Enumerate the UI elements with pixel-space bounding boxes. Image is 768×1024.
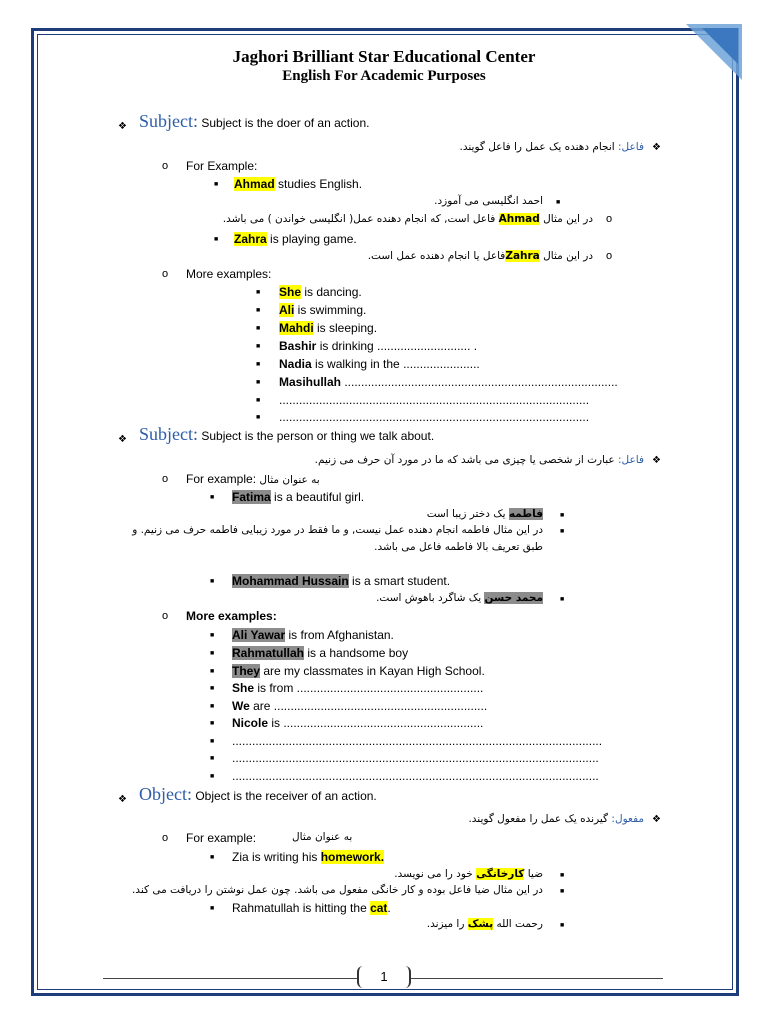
square-bullet-icon: ■ xyxy=(560,872,565,879)
section3-example-1-note: در این مثال ضیا فاعل بوده و کار خانگی مفعول می باشد. چون عمل نوشتن را دریافت می کند. xyxy=(131,884,543,896)
section3-label: Object: xyxy=(139,784,192,804)
section2-fa-definition xyxy=(315,453,644,468)
highlight-word: فاطمه xyxy=(508,508,543,520)
highlight-word: Ahmad xyxy=(234,177,275,191)
bold-word: Nadia xyxy=(279,357,312,371)
square-bullet-icon: ■ xyxy=(210,494,215,501)
fa-text: یک شاگرد باهوش است. xyxy=(376,592,485,604)
example-text: studies English. xyxy=(274,177,363,191)
item-text: is swimming. xyxy=(294,303,367,317)
section3-fa-label: مفعول: xyxy=(611,813,644,825)
item-text: are my classmates in Kayan High School. xyxy=(260,664,485,678)
list-item xyxy=(232,628,394,643)
section2-definition: Subject is the person or thing we talk about. xyxy=(201,429,435,443)
circle-bullet-icon: o xyxy=(162,160,169,172)
list-item: .............................................................................................................. xyxy=(232,751,599,765)
section2-heading xyxy=(139,424,435,444)
square-bullet-icon: ■ xyxy=(256,397,261,404)
square-bullet-icon: ■ xyxy=(560,888,565,895)
square-bullet-icon: ■ xyxy=(560,922,565,929)
square-bullet-icon: ■ xyxy=(210,755,215,762)
section1-heading xyxy=(139,111,370,131)
list-item xyxy=(232,646,408,661)
item-text: is dancing. xyxy=(301,285,362,299)
square-bullet-icon: ■ xyxy=(210,685,215,692)
section3-fa-definition xyxy=(468,812,644,827)
section2-example-heading xyxy=(186,472,320,488)
bold-word: We xyxy=(232,699,250,713)
fa-text: رحمت الله xyxy=(493,918,543,930)
fa-text: ضیا xyxy=(524,868,543,880)
highlight-word: Zahra xyxy=(505,250,540,262)
section3-heading xyxy=(139,784,377,804)
document-subtitle: English For Academic Purposes xyxy=(282,68,486,84)
section3-example-1-fa xyxy=(394,867,543,882)
bold-word: She xyxy=(232,681,255,695)
section2-example-2-fa xyxy=(376,591,543,606)
page-border-inner xyxy=(37,34,733,990)
section2-example-1 xyxy=(232,490,364,505)
section1-fa-text: انجام دهنده یک عمل را فاعل گویند. xyxy=(459,141,615,153)
diamond-bullet-icon: ❖ xyxy=(118,794,127,805)
note-text: فاعل است, که انجام دهنده عمل( انگلیسی خواندن ) می باشد. xyxy=(222,213,499,225)
section2-example-1-note-line1: در این مثال فاطمه انجام دهنده عمل نیست, و ما فقط در مورد زیبایی فاطمه حرف می زنیم. و xyxy=(132,524,543,536)
square-bullet-icon: ■ xyxy=(210,738,215,745)
highlight-word: کارخانگی xyxy=(476,868,525,880)
list-item xyxy=(232,699,487,714)
square-bullet-icon: ■ xyxy=(256,307,261,314)
square-bullet-icon: ■ xyxy=(210,578,215,585)
example-text: is playing game. xyxy=(266,232,357,246)
bold-word: Masihullah xyxy=(279,375,342,389)
highlight-word: Ali Yawar xyxy=(232,628,286,642)
list-item xyxy=(279,303,366,318)
fa-text: خود را می نویسد. xyxy=(394,868,477,880)
highlight-word: cat xyxy=(370,901,388,915)
item-text: .................................................................................. xyxy=(341,375,618,389)
diamond-bullet-icon: ❖ xyxy=(652,814,661,825)
footer-rule-left xyxy=(103,978,357,979)
square-bullet-icon: ■ xyxy=(210,905,215,912)
square-bullet-icon: ■ xyxy=(560,596,565,603)
square-bullet-icon: ■ xyxy=(210,650,215,657)
item-text: is drinking ............................ . xyxy=(316,339,478,353)
item-text: is from ........................................................ xyxy=(254,681,484,695)
list-item xyxy=(232,664,485,679)
section1-example-2 xyxy=(234,232,357,247)
square-bullet-icon: ■ xyxy=(210,668,215,675)
square-bullet-icon: ■ xyxy=(210,854,215,861)
section1-fa-label: فاعل: xyxy=(618,141,644,153)
section3-example-2 xyxy=(232,901,391,916)
square-bullet-icon: ■ xyxy=(210,703,215,710)
highlight-word: Ahmad xyxy=(498,213,540,225)
fa-text: را میزند. xyxy=(426,918,468,930)
item-text: is ............................................................ xyxy=(268,716,484,730)
section1-example-1-note xyxy=(223,212,593,227)
section3-example-heading-fa: به عنوان مثال xyxy=(292,831,353,843)
highlight-word: Fatima xyxy=(232,490,271,504)
square-bullet-icon: ■ xyxy=(560,512,565,519)
section3-definition: Object is the receiver of an action. xyxy=(195,789,377,803)
highlight-word: Ali xyxy=(279,303,295,317)
note-text: در این مثال xyxy=(539,213,593,225)
page-number: 1 xyxy=(357,966,411,988)
section1-example-1 xyxy=(234,177,362,192)
fa-text: یک دختر زیبا است xyxy=(426,508,509,520)
example-text: is a smart student. xyxy=(348,574,451,588)
section2-fa-text: عبارت از شخصی یا چیزی می باشد که ما در مورد آن حرف می زنیم. xyxy=(314,454,615,466)
example-text: is a beautiful girl. xyxy=(270,490,365,504)
section1-definition: Subject is the doer of an action. xyxy=(201,116,370,130)
example-heading-text: For example: xyxy=(186,472,257,486)
circle-bullet-icon: o xyxy=(162,268,169,280)
list-item xyxy=(279,321,377,336)
section2-example-1-note-line2: طبق تعریف بالا فاطمه فاعل می باشد. xyxy=(374,541,543,553)
section1-label: Subject: xyxy=(139,111,198,131)
list-item: ............................................................................................. xyxy=(279,410,590,424)
list-item: ............................................................................................. xyxy=(279,393,590,407)
diamond-bullet-icon: ❖ xyxy=(118,121,127,132)
note-text: در این مثال xyxy=(539,250,593,262)
circle-bullet-icon: o xyxy=(162,832,169,844)
square-bullet-icon: ■ xyxy=(256,414,261,421)
square-bullet-icon: ■ xyxy=(256,361,261,368)
section3-example-heading: For example: xyxy=(186,831,257,845)
section1-example-2-note xyxy=(368,249,593,264)
item-text: are ................................................................ xyxy=(249,699,488,713)
highlight-word: homework. xyxy=(320,850,385,864)
section2-example-2 xyxy=(232,574,450,589)
section2-fa-label: فاعل: xyxy=(618,454,644,466)
item-text: is a handsome boy xyxy=(304,646,409,660)
list-item xyxy=(279,375,618,390)
section3-example-2-fa xyxy=(427,917,543,932)
list-item: ............................................................................................................... xyxy=(232,734,603,748)
diamond-bullet-icon: ❖ xyxy=(652,455,661,466)
example-text: Rahmatullah is hitting the xyxy=(232,901,371,915)
circle-bullet-icon: o xyxy=(162,610,169,622)
square-bullet-icon: ■ xyxy=(214,236,219,243)
example-text: Zia is writing his xyxy=(232,850,321,864)
section3-example-1 xyxy=(232,850,384,865)
highlight-word: محمد حسن xyxy=(484,592,543,604)
highlight-word: She xyxy=(279,285,302,299)
bold-word: Bashir xyxy=(279,339,317,353)
highlight-word: Mohammad Hussain xyxy=(232,574,349,588)
item-text: is walking in the ....................... xyxy=(311,357,480,371)
section2-more-heading: More examples: xyxy=(186,609,277,623)
example-text: . xyxy=(387,901,391,915)
item-text: is sleeping. xyxy=(313,321,378,335)
square-bullet-icon: ■ xyxy=(256,325,261,332)
list-item xyxy=(279,339,477,354)
bold-word: Nicole xyxy=(232,716,269,730)
square-bullet-icon: ■ xyxy=(256,343,261,350)
diamond-bullet-icon: ❖ xyxy=(118,434,127,445)
section2-example-1-fa xyxy=(427,507,543,522)
section1-more-heading: More examples: xyxy=(186,267,272,281)
highlight-word: پشک xyxy=(467,918,494,930)
highlight-word: Rahmatullah xyxy=(232,646,305,660)
list-item xyxy=(279,285,362,300)
section1-example-1-fa: احمد انگلیسی می آموزد. xyxy=(434,195,543,207)
list-item xyxy=(279,357,480,372)
list-item: .............................................................................................................. xyxy=(232,769,599,783)
square-bullet-icon: ■ xyxy=(210,720,215,727)
section3-fa-text: گیرنده یک عمل را مفعول گویند. xyxy=(468,813,609,825)
diamond-bullet-icon: ❖ xyxy=(652,142,661,153)
square-bullet-icon: ■ xyxy=(556,199,561,206)
highlight-word: Zahra xyxy=(234,232,267,246)
item-text: is from Afghanistan. xyxy=(285,628,394,642)
section2-label: Subject: xyxy=(139,424,198,444)
square-bullet-icon: ■ xyxy=(210,632,215,639)
circle-bullet-icon: o xyxy=(606,213,613,225)
document-title: Jaghori Brilliant Star Educational Center xyxy=(232,47,536,66)
square-bullet-icon: ■ xyxy=(256,289,261,296)
section1-fa-definition xyxy=(460,140,644,155)
list-item xyxy=(232,716,483,731)
list-item xyxy=(232,681,483,696)
example-heading-fa: به عنوان مثال xyxy=(259,474,320,486)
note-text: فاعل یا انجام دهنده عمل است. xyxy=(367,250,506,262)
square-bullet-icon: ■ xyxy=(210,773,215,780)
square-bullet-icon: ■ xyxy=(560,528,565,535)
circle-bullet-icon: o xyxy=(606,250,613,262)
highlight-word: They xyxy=(232,664,261,678)
section1-example-heading: For Example: xyxy=(186,159,258,173)
highlight-word: Mahdi xyxy=(279,321,314,335)
square-bullet-icon: ■ xyxy=(256,379,261,386)
circle-bullet-icon: o xyxy=(162,473,169,485)
footer-rule-right xyxy=(411,978,663,979)
square-bullet-icon: ■ xyxy=(214,181,219,188)
